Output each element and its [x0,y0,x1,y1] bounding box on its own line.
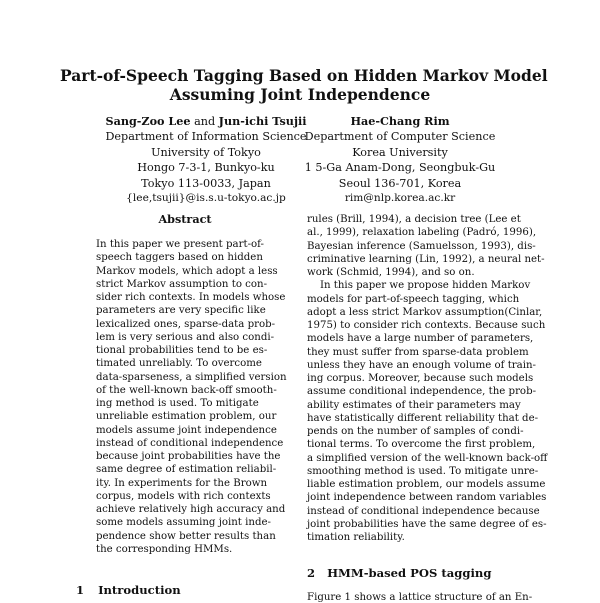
affiliation-city: Tokyo 113-0033, Japan [141,176,271,190]
abstract-line: achieve relatively high accuracy and [96,504,286,515]
abstract-line: speech taggers based on hidden [96,252,263,264]
author-name: Sang-Zoo Lee [105,114,191,128]
body-line: instead of conditional independence because [307,505,540,517]
body-line: ing corpus. Moreover, because such models [307,373,534,384]
author-name: Hae-Chang Rim [350,114,450,128]
abstract-line: timated unreliably. To overcome [96,358,262,370]
abstract-line: parameters are very specific like [96,305,266,317]
body-line: criminative learning (Lin, 1992), a neural net- [307,253,545,265]
abstract-line: same degree of estimation reliabil- [96,464,277,476]
section-number: 1 [76,583,85,597]
affiliation-address: Hongo 7-3-1, Bunkyo-ku [137,161,275,175]
title-line-1: Part-of-Speech Tagging Based on Hidden Markov Model [60,66,548,85]
body-line: Bayesian inference (Samuelsson, 1993), dis- [307,240,536,252]
section-number: 2 [307,566,316,580]
body-line: liable estimation problem, our models assume [307,479,546,490]
affiliation-university: University of Tokyo [151,145,261,159]
title-line-2: Assuming Joint Independence [169,85,431,104]
body-line: assume conditional independence, the prob- [307,386,537,398]
body-line: Figure 1 shows a lattice structure of an En- [307,592,533,603]
author-email: rim@nlp.korea.ac.kr [344,192,456,205]
body-line: ability estimates of their parameters may [307,399,521,411]
body-line: work (Schmid, 1994), and so on. [307,267,475,278]
author-names-left [104,114,308,129]
abstract-line: corpus, models with rich contexts [96,490,271,502]
body-line: 1975) to consider rich contexts. Because such [307,320,546,331]
abstract-line: some models assuming joint inde- [96,517,271,529]
body-line: models have a large number of parameters, [307,333,534,345]
author-email: {lee,tsujii}@is.s.u-tokyo.ac.jp [126,192,286,205]
abstract-line: sider rich contexts. In models whose [96,292,286,303]
author-name: Jun-ichi Tsujii [218,114,307,128]
section-title: HMM-based POS tagging [327,566,492,580]
body-line: have statistically different reliability that de- [307,412,539,424]
abstract-line: lexicalized ones, sparse-data prob- [96,318,276,330]
affiliation-university: Korea University [352,145,448,159]
body-line: In this paper we propose hidden Markov [307,280,531,292]
abstract-line: data-sparseness, a simplified version [96,371,287,383]
body-line: adopt a less strict Markov assumption(Cinlar, [307,306,543,318]
abstract-line: In this paper we present part-of- [96,239,264,250]
affiliation-department: Department of Computer Science [304,130,496,144]
section-heading-hmm [307,566,491,580]
body-line: timation reliability. [307,532,405,543]
author-conjunction: and [194,115,216,128]
affiliation-address: 1 5-Ga Anam-Dong, Seongbuk-Gu [304,161,496,175]
abstract-line: pendence show better results than [96,530,276,542]
section-heading-introduction [76,583,181,597]
abstract-line: of the well-known back-off smooth- [96,384,277,396]
body-line: pends on the number of samples of condi- [307,426,524,437]
body-line: rules (Brill, 1994), a decision tree (Lee et [307,214,521,225]
body-line: al., 1999), relaxation labeling (Padró, 1996), [307,227,537,239]
abstract-line: tional probabilities tend to be es- [96,345,268,356]
paper-title [60,66,548,104]
affiliation-department: Department of Information Science [105,130,307,144]
abstract-line: ity. In experiments for the Brown [96,477,268,489]
abstract-line: the corresponding HMMs. [96,543,233,555]
abstract-line: models assume joint independence [96,424,277,436]
abstract-line: lem is very serious and also condi- [96,331,275,343]
body-line: joint independence between random variables [307,492,547,504]
abstract-heading: Abstract [158,212,212,226]
body-line: smoothing method is used. To mitigate unre- [307,465,539,477]
abstract-line: Markov models, which adopt a less [96,265,278,277]
abstract-line: ing method is used. To mitigate [96,398,259,409]
abstract-line: instead of conditional independence [96,437,284,449]
body-line: a simplified version of the well-known back-off [307,452,548,464]
abstract-line: strict Markov assumption to con- [96,278,268,290]
author-block-left [104,114,308,206]
affiliation-city: Seoul 136-701, Korea [338,176,462,190]
body-line: models for part-of-speech tagging, which [307,293,520,305]
body-line: joint probabilities have the same degree of es- [307,518,547,530]
body-line: tional terms. To overcome the first problem, [307,439,536,451]
abstract-body [96,238,287,556]
abstract-line: because joint probabilities have the [96,451,281,462]
author-block-right [300,114,500,206]
section-title: Introduction [98,583,181,597]
abstract-line: unreliable estimation problem, our [96,411,277,423]
body-line: unless they have an enough volume of train- [307,359,536,371]
body-text-right-column [307,213,548,544]
body-line: they must suffer from sparse-data problem [307,346,529,358]
